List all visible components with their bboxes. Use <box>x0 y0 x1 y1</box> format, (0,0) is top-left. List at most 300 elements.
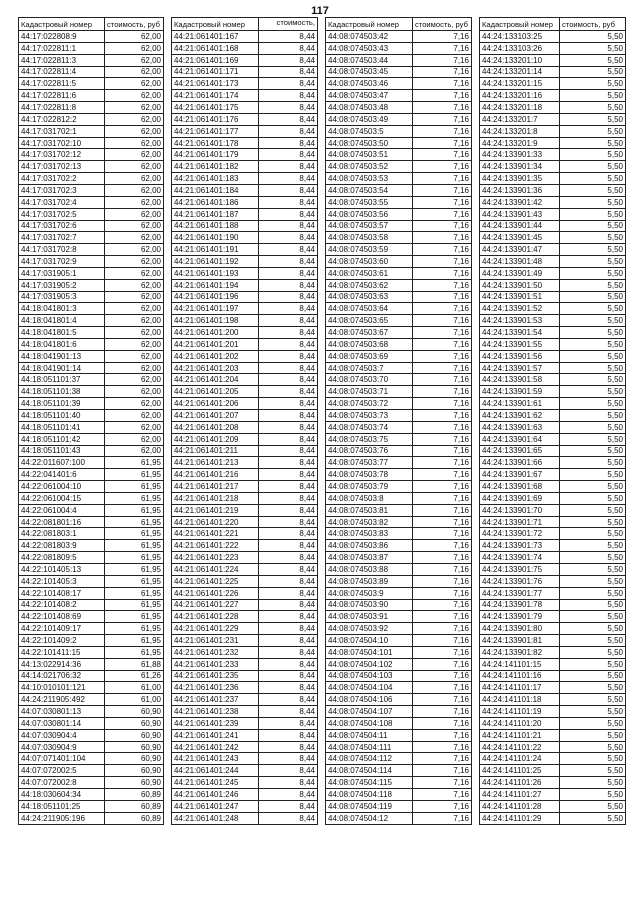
header-cadastral-number: Кадастровый номер <box>480 18 560 31</box>
cost-cell: 5,50 <box>560 777 626 789</box>
cost-cell: 7,16 <box>413 623 472 635</box>
table-row <box>19 398 164 410</box>
table-row <box>480 161 626 173</box>
cost-cell: 5,50 <box>560 54 626 66</box>
cost-cell: 62,00 <box>105 54 164 66</box>
table-row <box>326 66 472 78</box>
cost-cell: 7,16 <box>413 338 472 350</box>
cost-cell: 61,95 <box>105 575 164 587</box>
cost-cell: 8,44 <box>259 184 318 196</box>
cost-cell: 62,00 <box>105 78 164 90</box>
cadastral-number-cell: 44:17:031905:3 <box>19 291 105 303</box>
cost-cell: 7,16 <box>413 445 472 457</box>
cost-table-column-2 <box>171 17 318 825</box>
cost-cell: 62,00 <box>105 421 164 433</box>
cost-cell: 62,00 <box>105 232 164 244</box>
cost-cell: 5,50 <box>560 113 626 125</box>
cost-cell: 62,00 <box>105 125 164 137</box>
cadastral-number-cell: 44:24:141101:26 <box>480 777 560 789</box>
cadastral-number-cell: 44:17:031702:9 <box>19 256 105 268</box>
cost-cell: 60,90 <box>105 765 164 777</box>
table-row <box>326 504 472 516</box>
cadastral-number-cell: 44:21:061401:168 <box>172 42 259 54</box>
cadastral-number-cell: 44:08:074503:77 <box>326 457 413 469</box>
table-row <box>172 279 318 291</box>
cost-cell: 8,44 <box>259 102 318 114</box>
cost-cell: 62,00 <box>105 256 164 268</box>
table-row <box>326 315 472 327</box>
table-row <box>19 599 164 611</box>
cost-cell: 5,50 <box>560 137 626 149</box>
cost-cell: 61,95 <box>105 552 164 564</box>
table-row <box>326 658 472 670</box>
cost-cell: 5,50 <box>560 149 626 161</box>
cadastral-number-cell: 44:07:071401:104 <box>19 753 105 765</box>
cost-table-column-3 <box>325 17 472 825</box>
table-row <box>480 706 626 718</box>
cadastral-number-cell: 44:24:133901:79 <box>480 611 560 623</box>
cadastral-number-cell: 44:24:133901:76 <box>480 575 560 587</box>
cadastral-number-cell: 44:08:074503:89 <box>326 575 413 587</box>
table-row <box>480 670 626 682</box>
table-row <box>326 789 472 801</box>
cadastral-number-cell: 44:21:061401:229 <box>172 623 259 635</box>
table-row <box>19 492 164 504</box>
header-cost: стоимость, руб <box>105 18 164 31</box>
cadastral-number-cell: 44:08:074503:74 <box>326 421 413 433</box>
cadastral-number-cell: 44:21:061401:213 <box>172 457 259 469</box>
table-row <box>19 78 164 90</box>
cost-cell: 5,50 <box>560 457 626 469</box>
cadastral-number-cell: 44:21:061401:233 <box>172 658 259 670</box>
cadastral-number-cell: 44:08:074503:63 <box>326 291 413 303</box>
cadastral-number-cell: 44:17:031702:10 <box>19 137 105 149</box>
table-row <box>480 78 626 90</box>
cadastral-number-cell: 44:24:133901:70 <box>480 504 560 516</box>
cost-cell: 5,50 <box>560 552 626 564</box>
cost-cell: 7,16 <box>413 42 472 54</box>
table-row <box>326 812 472 824</box>
table-row <box>19 469 164 481</box>
cost-cell: 5,50 <box>560 789 626 801</box>
table-row <box>326 125 472 137</box>
table-row <box>480 362 626 374</box>
cadastral-number-cell: 44:08:074504:119 <box>326 800 413 812</box>
cost-cell: 61,95 <box>105 635 164 647</box>
table-row <box>172 350 318 362</box>
table-row <box>19 54 164 66</box>
cost-table-column-4 <box>479 17 626 825</box>
table-row <box>480 315 626 327</box>
cadastral-number-cell: 44:18:051101:42 <box>19 433 105 445</box>
cost-cell: 7,16 <box>413 232 472 244</box>
table-row <box>172 682 318 694</box>
table-row <box>326 623 472 635</box>
cost-cell: 5,50 <box>560 291 626 303</box>
table-row <box>480 125 626 137</box>
cost-cell: 61,00 <box>105 694 164 706</box>
table-row <box>326 682 472 694</box>
table-row <box>480 611 626 623</box>
cost-cell: 7,16 <box>413 706 472 718</box>
cadastral-number-cell: 44:24:133201:9 <box>480 137 560 149</box>
table-row <box>172 137 318 149</box>
table-row <box>172 78 318 90</box>
table-row <box>19 102 164 114</box>
cadastral-number-cell: 44:24:133103:25 <box>480 31 560 43</box>
cadastral-number-cell: 44:24:133201:16 <box>480 90 560 102</box>
cost-cell: 7,16 <box>413 244 472 256</box>
cadastral-number-cell: 44:08:074503:83 <box>326 528 413 540</box>
cost-cell: 5,50 <box>560 267 626 279</box>
table-row <box>326 256 472 268</box>
table-row <box>19 303 164 315</box>
cost-cell: 7,16 <box>413 599 472 611</box>
cadastral-number-cell: 44:08:074503:43 <box>326 42 413 54</box>
cadastral-number-cell: 44:17:022808:9 <box>19 31 105 43</box>
table-row <box>19 196 164 208</box>
table-row <box>172 635 318 647</box>
cost-cell: 62,00 <box>105 350 164 362</box>
cadastral-number-cell: 44:18:051101:40 <box>19 410 105 422</box>
cost-cell: 8,44 <box>259 350 318 362</box>
table-row <box>326 196 472 208</box>
cadastral-number-cell: 44:08:074503:88 <box>326 563 413 575</box>
table-row <box>19 279 164 291</box>
table-row <box>326 575 472 587</box>
table-row <box>480 469 626 481</box>
table-row <box>19 552 164 564</box>
cadastral-number-cell: 44:18:051101:38 <box>19 386 105 398</box>
table-row <box>19 386 164 398</box>
table-row <box>172 244 318 256</box>
cadastral-number-cell: 44:07:030904:9 <box>19 741 105 753</box>
cadastral-number-cell: 44:24:133901:58 <box>480 374 560 386</box>
cadastral-number-cell: 44:21:061401:179 <box>172 149 259 161</box>
cadastral-number-cell: 44:21:061401:177 <box>172 125 259 137</box>
table-row <box>172 706 318 718</box>
cadastral-number-cell: 44:22:101409:17 <box>19 623 105 635</box>
cost-cell: 5,50 <box>560 303 626 315</box>
cadastral-number-cell: 44:21:061401:224 <box>172 563 259 575</box>
cadastral-number-cell: 44:21:061401:173 <box>172 78 259 90</box>
table-row <box>326 563 472 575</box>
table-row <box>326 706 472 718</box>
table-row <box>326 31 472 43</box>
cost-cell: 5,50 <box>560 244 626 256</box>
cadastral-number-cell: 44:22:061004:15 <box>19 492 105 504</box>
cost-cell: 5,50 <box>560 421 626 433</box>
cadastral-number-cell: 44:21:061401:203 <box>172 362 259 374</box>
table-row <box>326 469 472 481</box>
table-row <box>326 184 472 196</box>
cadastral-number-cell: 44:08:074503:53 <box>326 173 413 185</box>
cost-cell: 7,16 <box>413 433 472 445</box>
cost-cell: 7,16 <box>413 54 472 66</box>
table-row <box>19 646 164 658</box>
cadastral-number-cell: 44:22:101408:2 <box>19 599 105 611</box>
cadastral-number-cell: 44:22:061004:4 <box>19 504 105 516</box>
cost-cell: 5,50 <box>560 161 626 173</box>
cadastral-number-cell: 44:24:133901:64 <box>480 433 560 445</box>
cost-cell: 5,50 <box>560 516 626 528</box>
table-row <box>172 587 318 599</box>
table-row <box>19 741 164 753</box>
cadastral-number-cell: 44:22:101408:17 <box>19 587 105 599</box>
cost-cell: 62,00 <box>105 196 164 208</box>
cadastral-number-cell: 44:21:061401:247 <box>172 800 259 812</box>
table-row <box>480 587 626 599</box>
cadastral-number-cell: 44:21:061401:208 <box>172 421 259 433</box>
cost-cell: 62,00 <box>105 303 164 315</box>
table-row <box>172 315 318 327</box>
cost-cell: 8,44 <box>259 623 318 635</box>
cadastral-number-cell: 44:24:133901:68 <box>480 481 560 493</box>
cost-cell: 5,50 <box>560 102 626 114</box>
cadastral-number-cell: 44:18:051101:39 <box>19 398 105 410</box>
cadastral-number-cell: 44:24:141101:25 <box>480 765 560 777</box>
cost-cell: 7,16 <box>413 717 472 729</box>
cost-cell: 5,50 <box>560 706 626 718</box>
table-row <box>172 113 318 125</box>
cadastral-number-cell: 44:24:133901:49 <box>480 267 560 279</box>
cost-cell: 62,00 <box>105 410 164 422</box>
cost-cell: 5,50 <box>560 31 626 43</box>
table-row <box>172 42 318 54</box>
cadastral-number-cell: 44:08:074503:50 <box>326 137 413 149</box>
table-row <box>480 196 626 208</box>
table-row <box>172 338 318 350</box>
cost-cell: 61,95 <box>105 611 164 623</box>
cost-cell: 60,90 <box>105 777 164 789</box>
cost-cell: 5,50 <box>560 753 626 765</box>
cost-cell: 7,16 <box>413 410 472 422</box>
cost-cell: 7,16 <box>413 350 472 362</box>
cadastral-number-cell: 44:24:133901:62 <box>480 410 560 422</box>
table-row <box>480 421 626 433</box>
table-row <box>19 338 164 350</box>
cost-cell: 7,16 <box>413 208 472 220</box>
cadastral-number-cell: 44:24:141101:22 <box>480 741 560 753</box>
cadastral-number-cell: 44:24:133201:7 <box>480 113 560 125</box>
table-row <box>172 528 318 540</box>
cadastral-number-cell: 44:08:074504:114 <box>326 765 413 777</box>
cost-cell: 8,44 <box>259 646 318 658</box>
table-row <box>19 137 164 149</box>
cost-cell: 8,44 <box>259 765 318 777</box>
cadastral-number-cell: 44:24:133901:48 <box>480 256 560 268</box>
cost-cell: 8,44 <box>259 753 318 765</box>
table-row <box>480 267 626 279</box>
cost-cell: 62,00 <box>105 291 164 303</box>
cadastral-number-cell: 44:21:061401:220 <box>172 516 259 528</box>
cadastral-number-cell: 44:07:072002:8 <box>19 777 105 789</box>
table-row <box>326 717 472 729</box>
cadastral-number-cell: 44:21:061401:194 <box>172 279 259 291</box>
cadastral-number-cell: 44:24:141101:20 <box>480 717 560 729</box>
cadastral-number-cell: 44:17:031702:8 <box>19 244 105 256</box>
cadastral-number-cell: 44:21:061401:239 <box>172 717 259 729</box>
table-row <box>480 291 626 303</box>
table-row <box>480 54 626 66</box>
cost-cell: 8,44 <box>259 291 318 303</box>
cadastral-number-cell: 44:24:133901:33 <box>480 149 560 161</box>
table-row <box>19 421 164 433</box>
header-cadastral-number: Кадастровый номер <box>172 18 259 31</box>
table-row <box>172 611 318 623</box>
table-row <box>480 410 626 422</box>
table-row <box>172 575 318 587</box>
cadastral-number-cell: 44:08:074504:108 <box>326 717 413 729</box>
cost-cell: 7,16 <box>413 362 472 374</box>
table-row <box>19 706 164 718</box>
cost-cell: 5,50 <box>560 196 626 208</box>
cadastral-number-cell: 44:08:074503:71 <box>326 386 413 398</box>
cost-cell: 7,16 <box>413 315 472 327</box>
cadastral-number-cell: 44:22:101405:3 <box>19 575 105 587</box>
table-row <box>480 658 626 670</box>
cadastral-number-cell: 44:24:141101:28 <box>480 800 560 812</box>
cost-cell: 8,44 <box>259 492 318 504</box>
cadastral-number-cell: 44:24:133901:45 <box>480 232 560 244</box>
cost-cell: 7,16 <box>413 291 472 303</box>
table-row <box>480 184 626 196</box>
cadastral-number-cell: 44:21:061401:245 <box>172 777 259 789</box>
table-row <box>480 777 626 789</box>
cost-cell: 60,90 <box>105 729 164 741</box>
cadastral-number-cell: 44:08:074503:78 <box>326 469 413 481</box>
cadastral-number-cell: 44:21:061401:236 <box>172 682 259 694</box>
cost-cell: 62,00 <box>105 173 164 185</box>
cadastral-number-cell: 44:17:022811:3 <box>19 54 105 66</box>
table-row <box>480 552 626 564</box>
table-row <box>326 220 472 232</box>
cadastral-number-cell: 44:24:133901:80 <box>480 623 560 635</box>
cadastral-number-cell: 44:21:061401:219 <box>172 504 259 516</box>
table-row <box>326 516 472 528</box>
cost-cell: 5,50 <box>560 232 626 244</box>
table-row <box>19 481 164 493</box>
cadastral-number-cell: 44:22:081801:16 <box>19 516 105 528</box>
cost-cell: 7,16 <box>413 137 472 149</box>
table-row <box>480 753 626 765</box>
page-number: 117 <box>311 5 329 17</box>
table-row <box>172 481 318 493</box>
cost-cell: 5,50 <box>560 599 626 611</box>
table-row <box>326 161 472 173</box>
cost-cell: 5,50 <box>560 812 626 824</box>
cost-cell: 60,89 <box>105 789 164 801</box>
cadastral-number-cell: 44:21:061401:237 <box>172 694 259 706</box>
table-row <box>19 410 164 422</box>
cadastral-number-cell: 44:22:101408:69 <box>19 611 105 623</box>
cost-cell: 8,44 <box>259 173 318 185</box>
cadastral-number-cell: 44:24:133901:36 <box>480 184 560 196</box>
table-row <box>326 433 472 445</box>
table-row <box>326 587 472 599</box>
cost-cell: 62,00 <box>105 149 164 161</box>
table-row <box>19 267 164 279</box>
cadastral-number-cell: 44:24:141101:15 <box>480 658 560 670</box>
table-row <box>172 492 318 504</box>
cost-cell: 7,16 <box>413 765 472 777</box>
table-row <box>326 327 472 339</box>
cadastral-number-cell: 44:22:041401:6 <box>19 469 105 481</box>
cadastral-number-cell: 44:24:141101:18 <box>480 694 560 706</box>
table-row <box>19 125 164 137</box>
cadastral-number-cell: 44:21:061401:223 <box>172 552 259 564</box>
cadastral-number-cell: 44:21:061401:167 <box>172 31 259 43</box>
table-row <box>172 410 318 422</box>
cost-cell: 5,50 <box>560 184 626 196</box>
cadastral-number-cell: 44:24:133901:59 <box>480 386 560 398</box>
table-row <box>19 244 164 256</box>
cost-cell: 5,50 <box>560 682 626 694</box>
cadastral-number-cell: 44:21:061401:202 <box>172 350 259 362</box>
cadastral-number-cell: 44:21:061401:227 <box>172 599 259 611</box>
cost-cell: 8,44 <box>259 90 318 102</box>
cadastral-number-cell: 44:18:041801:4 <box>19 315 105 327</box>
cost-cell: 8,44 <box>259 149 318 161</box>
cadastral-number-cell: 44:21:061401:241 <box>172 729 259 741</box>
table-row <box>480 220 626 232</box>
table-row <box>480 481 626 493</box>
cost-cell: 5,50 <box>560 611 626 623</box>
table-row <box>19 173 164 185</box>
table-row <box>172 800 318 812</box>
cost-cell: 61,95 <box>105 646 164 658</box>
cost-cell: 62,00 <box>105 327 164 339</box>
table-row <box>480 812 626 824</box>
cadastral-number-cell: 44:17:031702:7 <box>19 232 105 244</box>
cadastral-number-cell: 44:24:133901:43 <box>480 208 560 220</box>
cadastral-number-cell: 44:08:074504:107 <box>326 706 413 718</box>
table-row <box>19 445 164 457</box>
cadastral-number-cell: 44:17:022811:4 <box>19 66 105 78</box>
cost-cell: 7,16 <box>413 184 472 196</box>
table-row <box>480 279 626 291</box>
table-row <box>480 256 626 268</box>
cost-cell: 5,50 <box>560 42 626 54</box>
cadastral-number-cell: 44:08:074503:49 <box>326 113 413 125</box>
table-row <box>480 42 626 54</box>
cadastral-number-cell: 44:17:031702:6 <box>19 220 105 232</box>
cost-cell: 61,95 <box>105 492 164 504</box>
cadastral-number-cell: 44:14:021706:32 <box>19 670 105 682</box>
cadastral-number-cell: 44:24:133901:65 <box>480 445 560 457</box>
table-row <box>480 800 626 812</box>
cost-cell: 7,16 <box>413 800 472 812</box>
cadastral-number-cell: 44:17:031702:4 <box>19 196 105 208</box>
cost-cell: 8,44 <box>259 469 318 481</box>
cost-cell: 61,95 <box>105 623 164 635</box>
cost-cell: 62,00 <box>105 362 164 374</box>
cost-cell: 8,44 <box>259 398 318 410</box>
cadastral-number-cell: 44:21:061401:228 <box>172 611 259 623</box>
table-row <box>19 587 164 599</box>
cadastral-number-cell: 44:21:061401:192 <box>172 256 259 268</box>
table-row <box>326 350 472 362</box>
cost-cell: 61,95 <box>105 504 164 516</box>
cadastral-number-cell: 44:08:074503:45 <box>326 66 413 78</box>
cost-cell: 62,00 <box>105 338 164 350</box>
cost-cell: 8,44 <box>259 208 318 220</box>
cost-cell: 8,44 <box>259 161 318 173</box>
table-row <box>19 256 164 268</box>
cost-cell: 5,50 <box>560 729 626 741</box>
cadastral-number-cell: 44:17:022811:5 <box>19 78 105 90</box>
cadastral-number-cell: 44:24:141101:29 <box>480 812 560 824</box>
